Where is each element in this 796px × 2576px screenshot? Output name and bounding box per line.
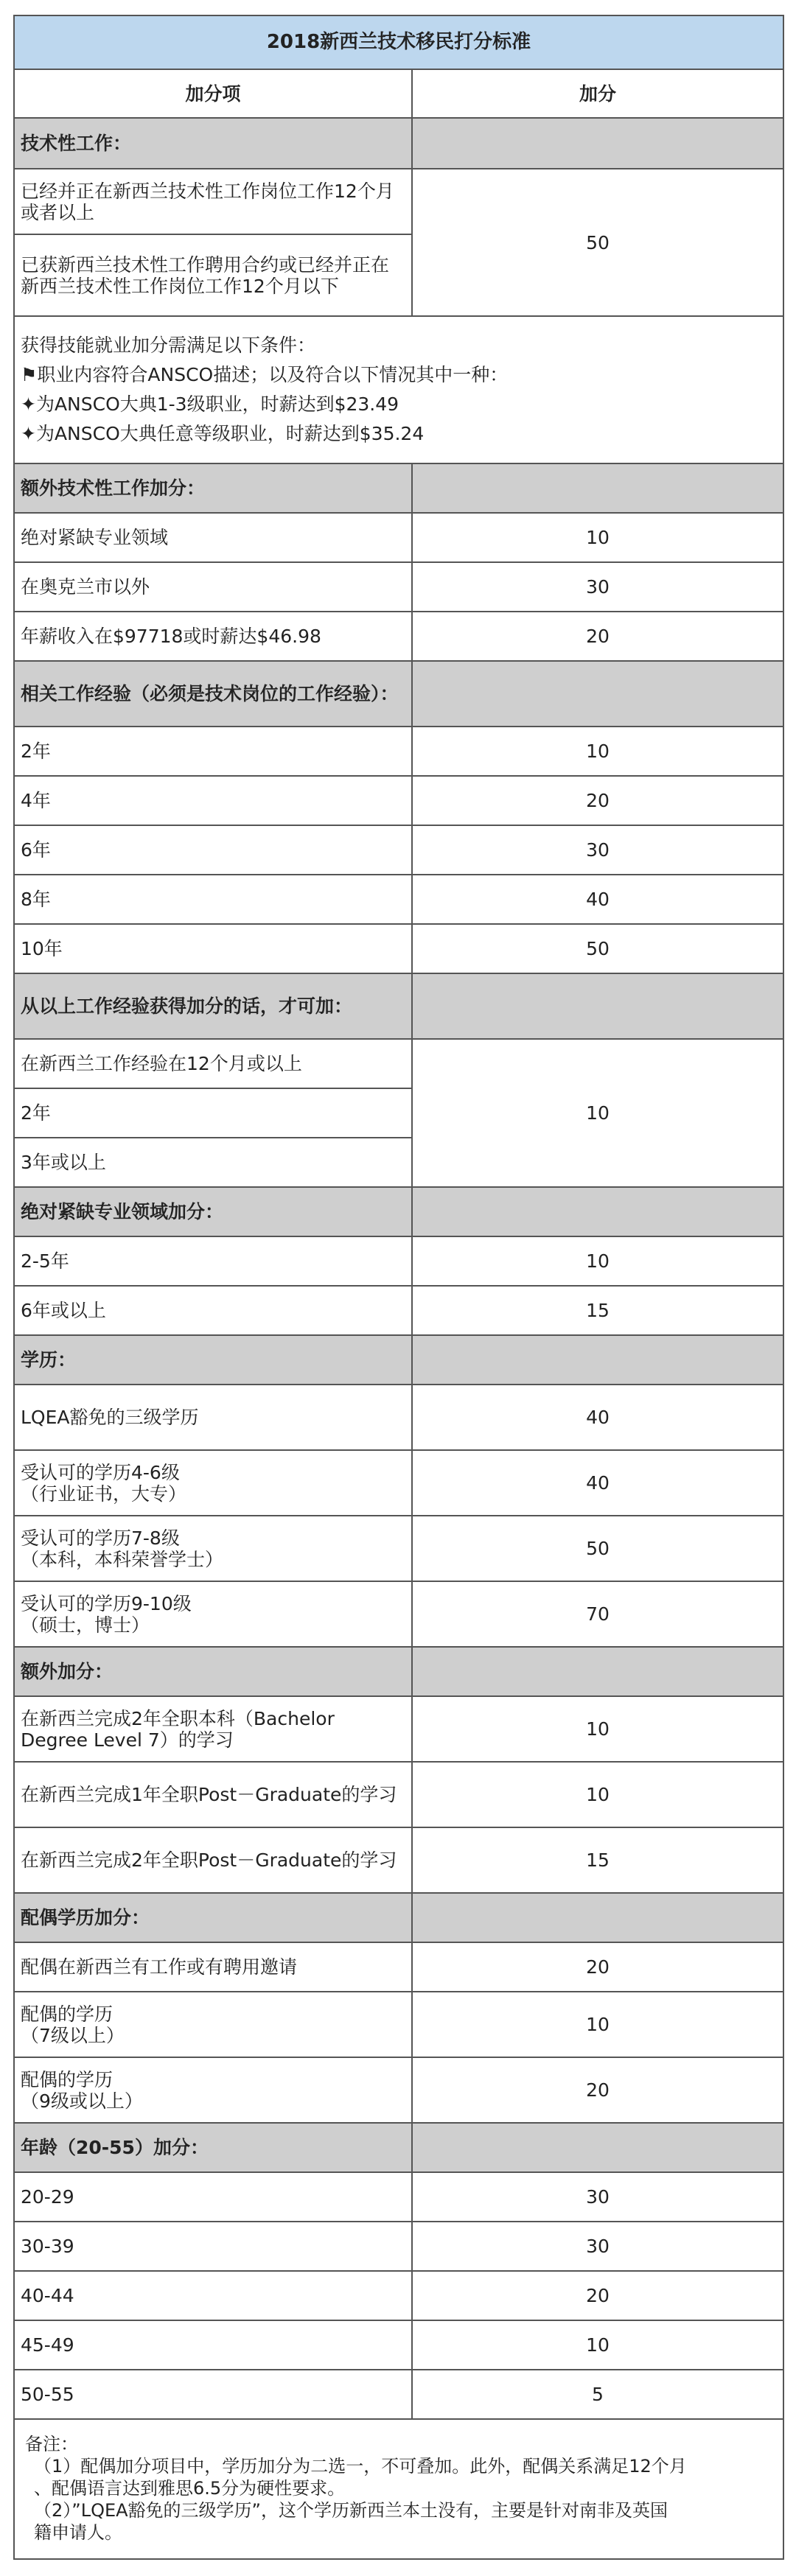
table-row-item <box>14 1516 412 1581</box>
requirement-occupation: ⚑职业内容符合ANSCO描述；以及符合以下情况其中一种： <box>21 364 509 385</box>
table-row-item: 绝对紧缺专业领域 <box>14 513 412 562</box>
table-row-points: 10 <box>412 1696 783 1762</box>
section-heading-blank <box>412 463 783 513</box>
education-level: LQEA豁免的三级学历 <box>21 1407 199 1428</box>
table-row-item <box>14 2057 412 2123</box>
table-row-item: 50-55 <box>14 2370 412 2419</box>
education-detail: （本科，本科荣誉学士） <box>21 1548 224 1570</box>
table-row-item: 年薪收入在$97718或时薪达$46.98 <box>14 612 412 661</box>
table-row-points: 40 <box>412 1450 783 1516</box>
table-row-item: 6年 <box>14 825 412 875</box>
note-2-cont: 籍申请人。 <box>34 2522 122 2543</box>
requirement-any-level: ✦为ANSCO大典任意等级职业，时薪达到$35.24 <box>21 423 425 444</box>
education-detail: （硕士，博士） <box>21 1614 150 1636</box>
requirement-level-1-3: ✦为ANSCO大典1-3级职业，时薪达到$23.49 <box>21 393 399 415</box>
table-row-item: 20-29 <box>14 2172 412 2222</box>
table-row-points: 10 <box>412 727 783 776</box>
table-row-item: 8年 <box>14 875 412 924</box>
column-header-item: 加分项 <box>14 69 412 118</box>
skilled-row-current: 已经并正在新西兰技术性工作岗位工作12个月或者以上 <box>14 169 412 234</box>
table-row-points: 20 <box>412 2271 783 2320</box>
section-heading-blank <box>412 2123 783 2172</box>
table-row-points: 10 <box>412 1236 783 1286</box>
table-row-points: 5 <box>412 2370 783 2419</box>
table-row-points: 50 <box>412 1516 783 1581</box>
table-row-item: 30-39 <box>14 2222 412 2271</box>
table-row-item <box>14 1450 412 1516</box>
requirement-intro: 获得技能就业加分需满足以下条件： <box>21 335 316 356</box>
section-heading-blank <box>412 973 783 1039</box>
table-row-points: 40 <box>412 875 783 924</box>
section-heading-extra-work: 额外技术性工作加分： <box>14 463 412 513</box>
table-row-points: 20 <box>412 612 783 661</box>
table-row-item: 10年 <box>14 924 412 973</box>
table-row-points: 50 <box>412 924 783 973</box>
table-row-points: 10 <box>412 2320 783 2370</box>
section-heading-experience: 相关工作经验（必须是技术岗位的工作经验）： <box>14 661 412 727</box>
note-2: （2）”LQEA豁免的三级学历”，这个学历新西兰本土没有，主要是针对南非及英国 <box>34 2500 668 2521</box>
points-table <box>13 15 784 2560</box>
table-row-item: 4年 <box>14 776 412 825</box>
education-detail: （行业证书，大专） <box>21 1483 187 1505</box>
skilled-requirements <box>14 316 783 463</box>
table-row-item: 在新西兰完成2年全职Post－Graduate的学习 <box>14 1827 412 1893</box>
table-row-item <box>14 1385 412 1450</box>
table-row-points: 30 <box>412 562 783 612</box>
table-row-points: 10 <box>412 513 783 562</box>
notes-label: 备注： <box>25 2434 78 2454</box>
experience-bonus-points: 10 <box>412 1039 783 1187</box>
section-heading-age: 年龄（20-55）加分： <box>14 2123 412 2172</box>
table-row-points: 30 <box>412 2222 783 2271</box>
table-row-points: 15 <box>412 1286 783 1335</box>
section-heading-blank <box>412 1187 783 1236</box>
section-heading-blank <box>412 118 783 169</box>
skilled-row-offer: 已获新西兰技术性工作聘用合约或已经并正在新西兰技术性工作岗位工作12个月以下 <box>14 234 412 316</box>
table-row-item: 3年或以上 <box>14 1138 412 1187</box>
table-row-points: 20 <box>412 776 783 825</box>
section-heading-blank <box>412 1335 783 1385</box>
note-1-cont: 、配偶语言达到雅思6.5分为硬性要求。 <box>34 2478 346 2499</box>
note-1: （1）配偶加分项目中，学历加分为二选一，不可叠加。此外，配偶关系满足12个月 <box>34 2456 687 2477</box>
table-row-item: 在新西兰工作经验在12个月或以上 <box>14 1039 412 1088</box>
table-row-item <box>14 1992 412 2057</box>
section-heading-experience-bonus: 从以上工作经验获得加分的话，才可加： <box>14 973 412 1039</box>
column-header-points: 加分 <box>412 69 783 118</box>
table-row-item: 在新西兰完成1年全职Post－Graduate的学习 <box>14 1762 412 1827</box>
table-row-item <box>14 1942 412 1992</box>
table-row-points: 30 <box>412 2172 783 2222</box>
section-heading-blank <box>412 1647 783 1696</box>
table-row-points: 20 <box>412 2057 783 2123</box>
table-row-item <box>14 1581 412 1647</box>
table-row-points: 20 <box>412 1942 783 1992</box>
section-heading-extra: 额外加分： <box>14 1647 412 1696</box>
table-row-points: 15 <box>412 1827 783 1893</box>
notes-box <box>14 2419 783 2559</box>
table-row-item: 45-49 <box>14 2320 412 2370</box>
section-heading-education: 学历： <box>14 1335 412 1385</box>
table-row-points: 30 <box>412 825 783 875</box>
table-row-item: 2-5年 <box>14 1236 412 1286</box>
points-table-page <box>13 15 783 2560</box>
education-level: 受认可的学历7-8级 <box>21 1527 180 1549</box>
spouse-detail: （7级以上） <box>21 2024 125 2046</box>
spouse-criterion: 配偶的学历 <box>21 2068 114 2090</box>
table-row-points: 70 <box>412 1581 783 1647</box>
skilled-points: 50 <box>412 169 783 316</box>
table-row-item: 在新西兰完成2年全职本科（Bachelor Degree Level 7）的学习 <box>14 1696 412 1762</box>
table-row-item: 2年 <box>14 727 412 776</box>
table-title: 2018新西兰技术移民打分标准 <box>14 15 783 69</box>
section-heading-blank <box>412 1893 783 1942</box>
table-row-points: 40 <box>412 1385 783 1450</box>
education-level: 受认可的学历9-10级 <box>21 1592 192 1614</box>
table-row-item: 40-44 <box>14 2271 412 2320</box>
table-row-points: 10 <box>412 1992 783 2057</box>
spouse-criterion: 配偶的学历 <box>21 2003 114 2025</box>
section-heading-shortage: 绝对紧缺专业领域加分： <box>14 1187 412 1236</box>
section-heading-skilled-work: 技术性工作： <box>14 118 412 169</box>
education-level: 受认可的学历4-6级 <box>21 1461 180 1483</box>
spouse-detail: （9级或以上） <box>21 2090 143 2112</box>
spouse-criterion: 配偶在新西兰有工作或有聘用邀请 <box>21 1956 298 1978</box>
section-heading-blank <box>412 661 783 727</box>
table-row-item: 在奥克兰市以外 <box>14 562 412 612</box>
table-row-points: 10 <box>412 1762 783 1827</box>
section-heading-spouse: 配偶学历加分： <box>14 1893 412 1942</box>
table-row-item: 2年 <box>14 1088 412 1138</box>
table-row-item: 6年或以上 <box>14 1286 412 1335</box>
